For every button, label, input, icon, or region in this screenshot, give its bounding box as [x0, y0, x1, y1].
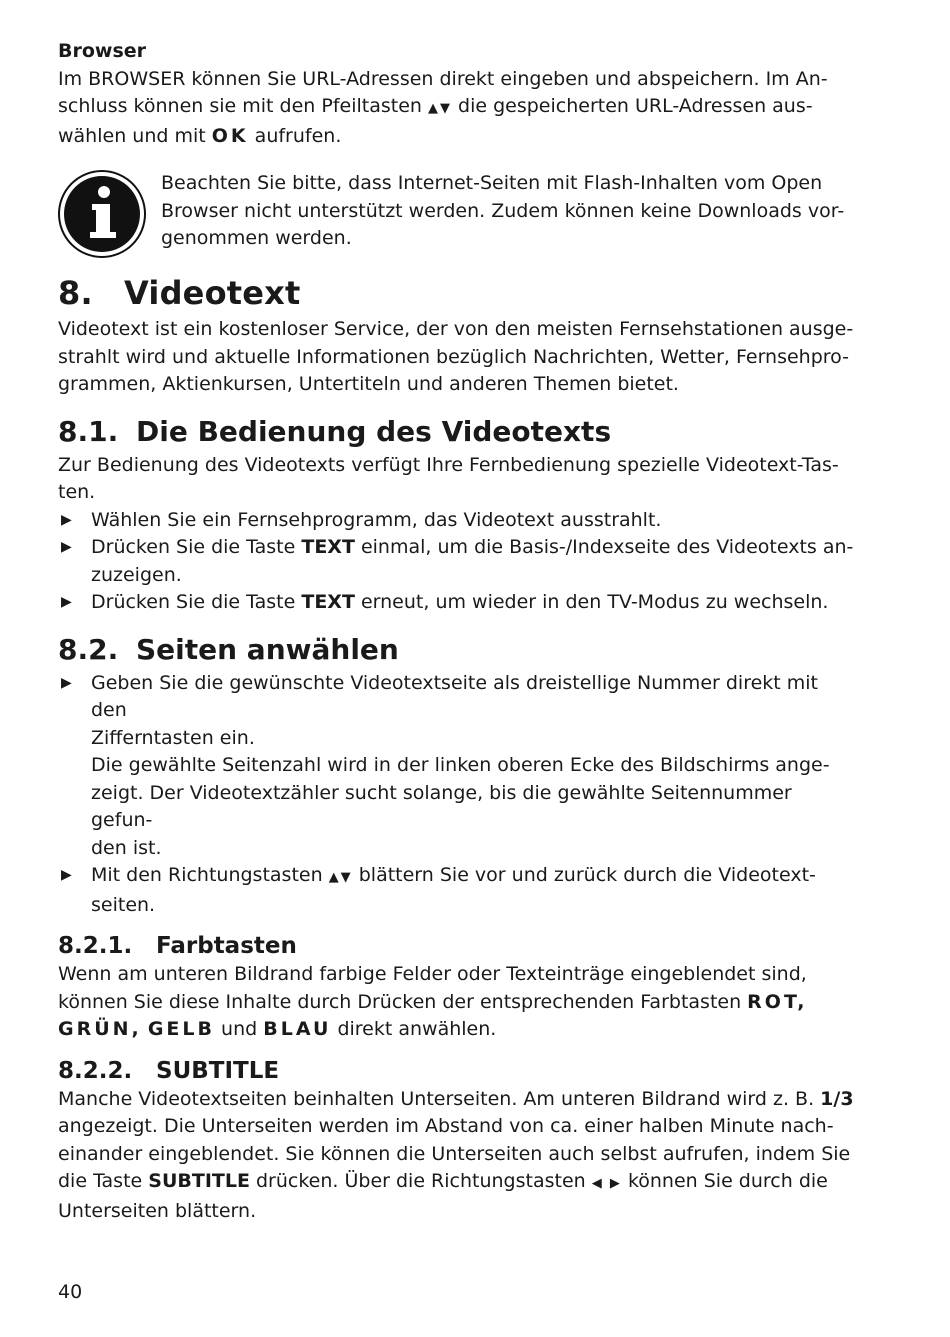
- blue-key: BLAU: [263, 1018, 332, 1040]
- section-8-2-2-line-4a: die Taste: [58, 1170, 143, 1192]
- list-item: [58, 862, 858, 919]
- up-down-arrow-icon: ▲▼: [328, 870, 353, 885]
- list-item: [58, 507, 858, 535]
- browser-line-2b: die gespeicherten URL-Adressen aus-: [458, 95, 813, 117]
- bullet-text: erneut, um wieder in den TV-Modus zu wechseln.: [360, 591, 829, 613]
- info-notice: [58, 170, 858, 260]
- section-8-2-1-line-3: direkt anwählen.: [337, 1018, 497, 1040]
- bullet-text: Drücken Sie die Taste: [91, 536, 296, 558]
- browser-line-3b: aufrufen.: [254, 124, 342, 147]
- section-8-2-2-line-5: Unterseiten blättern.: [58, 1199, 257, 1222]
- section-8-2-heading: [58, 633, 858, 666]
- notice-line-1: Beachten Sie bitte, dass Internet-Seiten mit Flash-Inhalten vom Open: [161, 172, 823, 194]
- section-8-2-number: 8.2.: [58, 632, 119, 666]
- bullet-text: seiten.: [91, 893, 156, 916]
- text-key: TEXT: [301, 536, 355, 558]
- section-8-2-2-line-4c: können Sie durch die: [627, 1170, 828, 1192]
- bullet-arrow-icon: ▶: [61, 511, 72, 528]
- section-8-2-2-line-3: einander eingeblendet. Sie können die Unterseiten auch selbst aufrufen, indem Sie: [58, 1142, 851, 1165]
- bullet-text: einmal, um die Basis-/Indexseite des Videotexts an-: [360, 536, 854, 558]
- section-8-heading: [58, 274, 858, 312]
- section-8-line-3: grammen, Aktienkursen, Untertiteln und anderen Themen bietet.: [58, 373, 679, 395]
- section-8-1-heading: [58, 415, 858, 448]
- browser-heading: Browser: [58, 40, 147, 62]
- notice-line-3: genommen werden.: [161, 227, 352, 249]
- section-8-number: 8.: [58, 274, 93, 312]
- section-8-1-line-2: ten.: [58, 481, 96, 503]
- bullet-text: Mit den Richtungstasten: [91, 864, 323, 886]
- ok-key: OK: [211, 124, 249, 147]
- and-word: und: [221, 1018, 258, 1040]
- up-down-arrow-icon: ▲▼: [427, 101, 452, 116]
- section-8-2-2-paragraph: [58, 1086, 858, 1226]
- browser-line-1: Im BROWSER können Sie URL-Adressen direkt eingeben und abspeichern. Im An-: [58, 67, 828, 90]
- section-8-1-bullets: [58, 507, 858, 617]
- bullet-arrow-icon: ▶: [61, 539, 72, 555]
- subtitle-key: SUBTITLE: [148, 1170, 250, 1192]
- yellow-key: GELB: [147, 1018, 215, 1040]
- bullet-arrow-icon: ▶: [61, 867, 72, 883]
- section-8-2-1-number: 8.2.1.: [58, 933, 133, 959]
- bullet-text: Geben Sie die gewünschte Videotextseite als dreistellige Nummer direkt mit den: [91, 671, 819, 721]
- section-8-2-1-line-1: Wenn am unteren Bildrand farbige Felder oder Texteinträge eingeblendet sind,: [58, 963, 807, 985]
- section-8-2-2-line-1: Manche Videotextseiten beinhalten Unterseiten. Am unteren Bildrand wird z. B.: [58, 1087, 815, 1110]
- browser-paragraph: [58, 66, 858, 151]
- browser-line-2a: schluss können sie mit den Pfeiltasten: [58, 95, 422, 117]
- section-8-2-title: Seiten anwählen: [136, 632, 399, 666]
- section-8-1-line-1: Zur Bedienung des Videotexts verfügt Ihre Fernbedienung spezielle Videotext-Tas-: [58, 453, 839, 476]
- section-8-2-1-title: Farbtasten: [156, 933, 297, 959]
- section-8-line-1: Videotext ist ein kostenloser Service, der von den meisten Fernsehstationen ausge-: [58, 318, 854, 340]
- bullet-text: Drücken Sie die Taste: [91, 591, 296, 613]
- section-8-2-2-number: 8.2.2.: [58, 1057, 133, 1084]
- list-item: [58, 670, 858, 863]
- section-8-2-1-line-2: können Sie diese Inhalte durch Drücken der entsprechenden Farbtasten: [58, 990, 742, 1013]
- list-item: [58, 534, 858, 589]
- browser-line-3a: wählen und mit: [58, 124, 206, 147]
- notice-text: [161, 170, 861, 253]
- section-8-2-1-paragraph: [58, 961, 858, 1044]
- green-key: GRÜN,: [58, 1018, 142, 1040]
- section-8-2-2-heading: [58, 1058, 858, 1084]
- subpage-indicator: 1/3: [820, 1087, 854, 1110]
- section-8-2-2-line-4b: drücken. Über die Richtungstasten: [255, 1170, 586, 1192]
- bullet-text: Wählen Sie ein Fernsehprogramm, das Videotext ausstrahlt.: [91, 508, 662, 531]
- section-8-line-2: strahlt wird und aktuelle Informationen bezüglich Nachrichten, Wetter, Fernsehpro-: [58, 345, 850, 368]
- section-8-1-number: 8.1.: [58, 414, 119, 448]
- section-8-2-2-title: SUBTITLE: [156, 1057, 280, 1084]
- section-8-2-1-heading: [58, 933, 858, 959]
- red-key: ROT,: [747, 990, 808, 1013]
- list-item: [58, 589, 858, 617]
- bullet-text: Die gewählte Seitenzahl wird in der linken oberen Ecke des Bildschirms ange-: [91, 754, 830, 776]
- left-right-arrow-icon: ◀ ▶: [591, 1176, 622, 1191]
- section-8-2-2-line-2: angezeigt. Die Unterseiten werden im Abstand von ca. einer halben Minute nach-: [58, 1115, 834, 1137]
- document-page: [58, 38, 858, 1225]
- text-key: TEXT: [301, 591, 355, 613]
- section-8-1-title: Die Bedienung des Videotexts: [136, 414, 612, 448]
- bullet-text: den ist.: [91, 836, 162, 859]
- bullet-arrow-icon: ▶: [61, 674, 72, 691]
- section-8-title: Videotext: [124, 274, 301, 312]
- bullet-arrow-icon: ▶: [61, 594, 72, 610]
- section-8-2-bullets: [58, 670, 858, 920]
- notice-line-2: Browser nicht unterstützt werden. Zudem können keine Downloads vor-: [161, 199, 845, 222]
- bullet-text: zeigt. Der Videotextzähler sucht solange, bis die gewählte Seitennummer gefun-: [91, 781, 792, 831]
- bullet-text: zuzeigen.: [91, 563, 182, 586]
- page-number: 40: [58, 1281, 83, 1303]
- bullet-text: Zifferntasten ein.: [91, 726, 255, 749]
- bullet-text: blättern Sie vor und zurück durch die Videotext-: [358, 864, 816, 886]
- info-icon: [58, 170, 146, 258]
